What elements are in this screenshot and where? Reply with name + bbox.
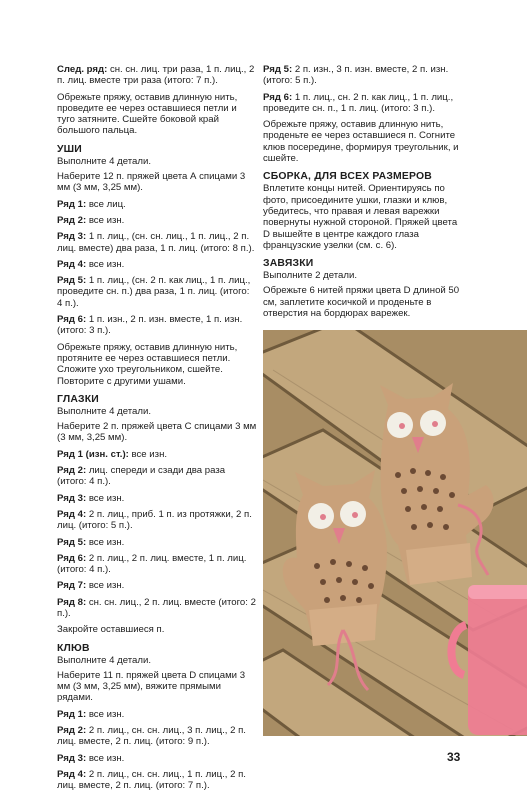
right-column xyxy=(263,64,463,324)
section-heading-beak: КЛЮВ xyxy=(57,642,90,654)
section-sub: Выполните 2 детали. xyxy=(263,270,358,282)
pattern-row: Ряд 2: лиц. спереди и сзади два раза (итого: 4 п.). xyxy=(57,465,226,488)
pattern-row: Ряд 1: все лиц. xyxy=(57,198,126,210)
pattern-row: Ряд 3: все изн. xyxy=(57,492,125,504)
section-sub: Выполните 4 детали. xyxy=(57,654,152,666)
paragraph: Обрежьте пряжу, оставив длинную нить, проведите ее через оставшиеся петли и туго затяните. Сшейте боковой край большого пальца. xyxy=(57,91,238,137)
paragraph: След. ряд: сн. сн. лиц. три раза, 1 п. лиц., 2 п. лиц. вместе три раза (итого: 7 п.). xyxy=(57,64,255,87)
pattern-row: Ряд 1: все изн. xyxy=(57,708,125,720)
section-sub: Выполните 4 детали. xyxy=(57,405,152,417)
paragraph: Наберите 11 п. пряжей цвета D спицами 3 мм (3 мм, 3,25 мм), вяжите прямыми рядами. xyxy=(57,669,246,704)
owl-mittens-photo xyxy=(263,330,527,736)
section-heading-assembly: СБОРКА, ДЛЯ ВСЕХ РАЗМЕРОВ xyxy=(263,171,433,183)
paragraph: Обрежьте пряжу, оставив длинную нить, проденьте ее через оставшиеся п. Согните клюв посередине, формируя треугольник, и сшейте. xyxy=(263,119,459,165)
pattern-row: Ряд 3: все изн. xyxy=(57,752,125,764)
pattern-row: Ряд 4: 2 п. лиц., приб. 1 п. из протяжки, 2 п. лиц. (итого: 5 п.). xyxy=(57,508,252,532)
left-column xyxy=(57,64,257,797)
section-heading-eyes: ГЛАЗКИ xyxy=(57,393,99,405)
paragraph: Наберите 2 п. пряжей цвета С спицами 3 мм (3 мм, 3,25 мм). xyxy=(57,421,257,444)
pattern-row: Ряд 5: 2 п. изн., 3 п. изн. вместе, 2 п. изн. (итого: 5 п.). xyxy=(263,64,449,87)
section-heading-ears: УШИ xyxy=(57,143,82,155)
pattern-row: Ряд 1 (изн. ст.): все изн. xyxy=(57,448,168,460)
paragraph: Наберите 12 п. пряжей цвета А спицами 3 мм (3 мм, 3,25 мм). xyxy=(57,171,246,194)
paragraph: Закройте оставшиеся п. xyxy=(57,624,165,636)
pattern-row: Ряд 8: сн. сн. лиц., 2 п. лиц. вместе (итого: 2 п.). xyxy=(57,596,256,619)
pattern-row: Ряд 2: все изн. xyxy=(57,214,125,226)
page-number: 33 xyxy=(447,750,461,764)
section-heading-ties: ЗАВЯЗКИ xyxy=(263,258,314,270)
pattern-row: Ряд 2: 2 п. лиц., сн. сн. лиц., 3 п. лиц., 2 п. лиц. вместе, 2 п. лиц. (итого: 9 п.). xyxy=(57,725,246,748)
section-sub: Выполните 4 детали. xyxy=(57,155,152,167)
pattern-row: Ряд 3: 1 п. лиц., (сн. сн. лиц., 1 п. лиц., 2 п. лиц. вместе) два раза, 1 п. лиц. (итого: 8 п.). xyxy=(57,231,255,254)
paragraph: Обрежьте 6 нитей пряжи цвета D длиной 50 см, заплетите косичкой и проденьте в отверстия на бордюрах варежек. xyxy=(263,285,460,320)
pattern-row: Ряд 4: все изн. xyxy=(57,258,125,270)
paragraph: Вплетите концы нитей. Ориентируясь по фото, присоедините ушки, глазки и клюв, убедитесь, что правая и левая варежки повернуты нужной стороной. Пряжей цвета D вышейте в центре каждого глаза французские узелки (см. с. 6). xyxy=(263,183,458,251)
paragraph: Обрежьте пряжу, оставив длинную нить, протяните ее через оставшиеся петли. Сложите ухо треугольником, сшейте. Повторите с другими ушами. xyxy=(57,341,238,387)
pattern-row: Ряд 6: 1 п. лиц., сн. 2 п. как лиц., 1 п. лиц., проведите сн. п., 1 п. лиц. (итого: 3 п.). xyxy=(263,91,454,114)
pattern-row: Ряд 6: 1 п. изн., 2 п. изн. вместе, 1 п. изн. (итого: 3 п.). xyxy=(57,314,243,337)
pattern-row: Ряд 5: 1 п. лиц., (сн. 2 п. как лиц., 1 п. лиц., проведите сн. п.) два раза, 1 п. лиц. (итого: 4 п.). xyxy=(57,275,251,309)
pattern-row: Ряд 6: 2 п. лиц., 2 п. лиц. вместе, 1 п. лиц. (итого: 4 п.). xyxy=(57,552,247,576)
pattern-row: Ряд 4: 2 п. лиц., сн. сн. лиц., 1 п. лиц., 2 п. лиц. вместе, 2 п. лиц. (итого: 7 п.). xyxy=(57,768,246,792)
pattern-row: Ряд 5: все изн. xyxy=(57,536,125,548)
pattern-row: Ряд 7: все изн. xyxy=(57,580,125,592)
